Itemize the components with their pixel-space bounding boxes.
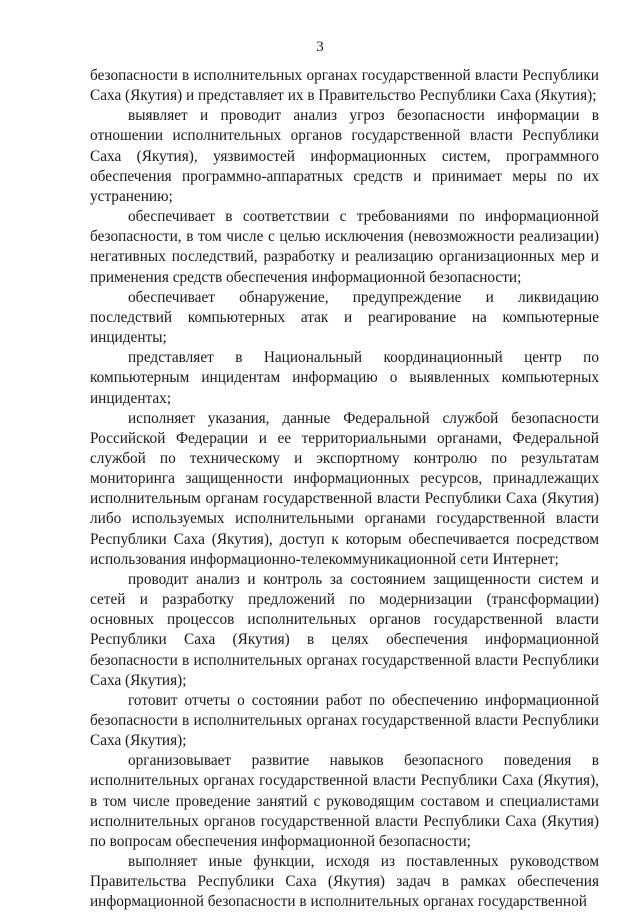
document-body — [90, 66, 599, 913]
paragraph-safe-behavior-training: организовывает развитие навыков безопасного поведения в исполнительных органах государственной власти Республики Саха (Якутия), в том числе проведение занятий с руководящим составом и специалистами исполнительных органов государственной власти Республики Саха (Якутия) по вопросам обеспечения информационной безопасности; — [90, 752, 599, 850]
paragraph-incident-reporting: представляет в Национальный координационный центр по компьютерным инцидентам информацию о выявленных компьютерных инцидентах; — [90, 349, 599, 407]
paragraph-other-functions: выполняет иные функции, исходя из поставленных руководством Правительства Республики Саха (Якутия) задач в рамках обеспечения информационной безопасности в исполнительных органах государственной — [90, 853, 599, 911]
paragraph-security-requirements: обеспечивает в соответствии с требованиями по информационной безопасности, в том числе с целью исключения (невозможности реализации) негативных последствий, разработку и реализацию организационных мер и применения средств обеспечения информационной безопасности; — [90, 208, 599, 286]
paragraph-threat-analysis: выявляет и проводит анализ угроз безопасности информации в отношении исполнительных органов государственной власти Республики Саха (Якутия), уязвимостей информационных систем, программного обеспечения программно-аппаратных средств и принимает меры по их устранению; — [90, 107, 599, 205]
page-number: 3 — [316, 39, 324, 55]
paragraph-fsb-instructions: исполняет указания, данные Федеральной службой безопасности Российской Федерации и ее территориальными органами, Федеральной службой по техническому и экспортному контролю по результатам мониторинга защищенности информационных ресурсов, принадлежащих исполнительным органам государственной власти Республики Саха (Якутия) либо используемых исполнительными органами государственной власти Республики Саха (Якутия), доступ к которым обеспечивается посредством использования информационно-телекоммуникационной сети Интернет; — [90, 409, 599, 568]
paragraph-status-reports: готовит отчеты о состоянии работ по обеспечению информационной безопасности в исполнительных органах государственной власти Республики Саха (Якутия); — [90, 691, 599, 750]
paragraph-continuation: безопасности в исполнительных органах государственной власти Республики Саха (Якутия) и представляет их в Правительство Республики Саха (Якутия); — [90, 67, 599, 105]
paragraph-attack-detection: обеспечивает обнаружение, предупреждение и ликвидацию последствий компьютерных атак и реагирование на компьютерные инциденты; — [90, 288, 599, 347]
paragraph-security-analysis: проводит анализ и контроль за состоянием защищенности систем и сетей и разработку предложений по модернизации (трансформации) основных процессов исполнительных органов государственной власти Республики Саха (Якутия) в целях обеспечения информационной безопасности в исполнительных органах государственной власти Республики Саха (Якутия); — [90, 570, 599, 689]
